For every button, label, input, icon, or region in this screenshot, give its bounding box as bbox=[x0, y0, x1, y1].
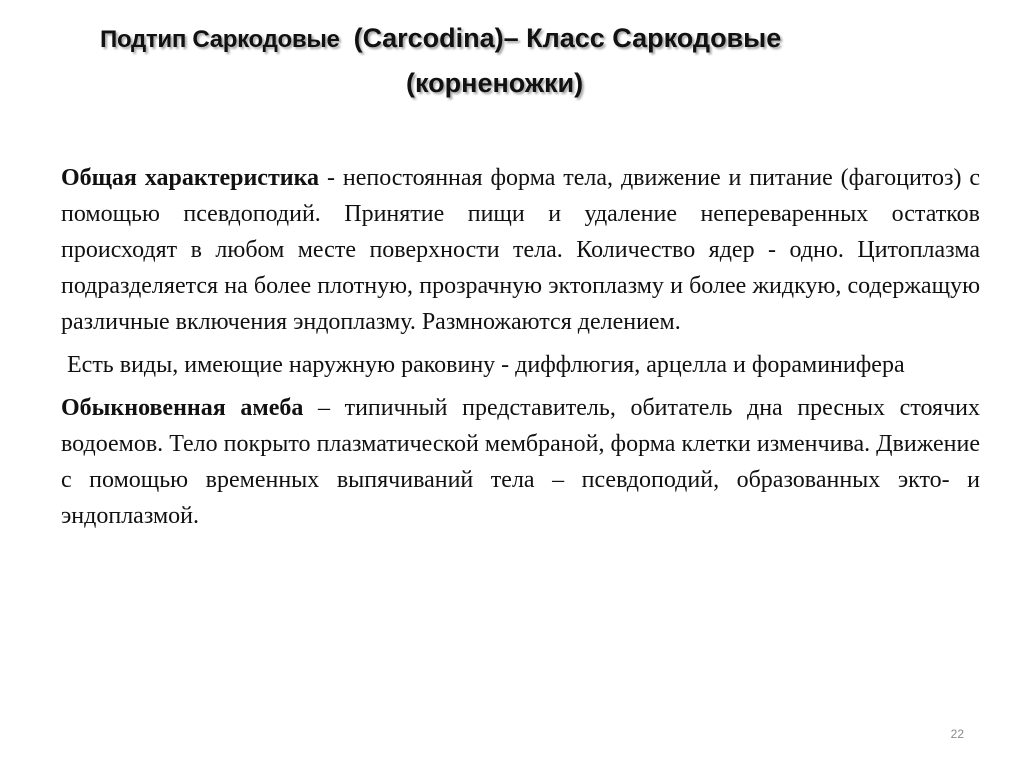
slide-body bbox=[61, 160, 980, 534]
term-general-characteristics: Общая характеристика bbox=[61, 165, 320, 191]
term-common-amoeba: Обыкновенная амеба bbox=[61, 395, 304, 421]
common-amoeba-text: – типичный представитель, обитатель дна пресных стоячих водоемов. Тело покрыто плазматической мембраной, форма клетки изменчива. Движение с помощью временных выпячиваний тела – псевдоподий, образованных экто- и эндоплазмой. bbox=[61, 395, 980, 529]
general-characteristics-text: - непостоянная форма тела, движение и питание (фагоцитоз) с помощью псевдоподий. Принятие пищи и удаление непереваренных остатков происходят в любом месте поверхности тела. Количество ядер - одно. Цитоплазма подразделяется на более плотную, прозрачную эктоплазму и более жидкую, содержащую различные включения эндоплазму. Размножаются делением. bbox=[61, 165, 980, 335]
title-class: (Carcodina)– Класс Саркодовые bbox=[353, 23, 782, 53]
page-number: 22 bbox=[950, 727, 964, 741]
slide-title bbox=[100, 18, 960, 103]
title-line-1 bbox=[100, 18, 960, 63]
shelled-species-text: Есть виды, имеющие наружную раковину - диффлюгия, арцелла и фораминифера bbox=[67, 352, 905, 378]
paragraph-common-amoeba bbox=[61, 390, 980, 534]
title-line-2: (корненожки) bbox=[406, 68, 584, 98]
paragraph-shelled-species bbox=[61, 347, 980, 383]
paragraph-general-characteristics bbox=[61, 160, 980, 340]
title-subtype: Подтип Саркодовые bbox=[100, 26, 340, 53]
